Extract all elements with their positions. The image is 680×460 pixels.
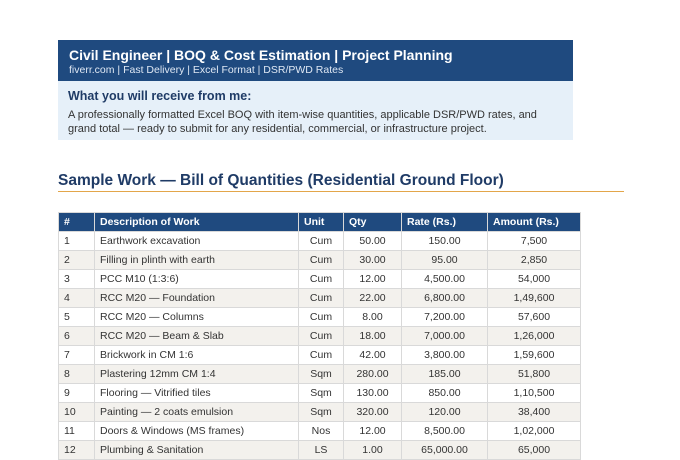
cell-rate: 150.00 [402, 232, 488, 251]
cell-unit: Sqm [299, 403, 344, 422]
cell-qty: 320.00 [344, 403, 402, 422]
table-row [59, 251, 581, 270]
cell-unit: Cum [299, 346, 344, 365]
cell-qty: 8.00 [344, 308, 402, 327]
deliverables-text: A professionally formatted Excel BOQ with item-wise quantities, applicable DSR/PWD rates, and grand total — ready to submit for any residential, commercial, or infrastructure project. [68, 109, 537, 135]
table-row [59, 232, 581, 251]
cell-number: 2 [59, 251, 95, 270]
cell-unit: Cum [299, 289, 344, 308]
cell-unit: Cum [299, 308, 344, 327]
table-body [59, 232, 581, 460]
cell-unit: Sqm [299, 365, 344, 384]
cell-qty: 130.00 [344, 384, 402, 403]
cell-amount: 1,26,000 [488, 327, 581, 346]
table-row [59, 441, 581, 460]
cell-unit: Cum [299, 251, 344, 270]
cell-amount: 54,000 [488, 270, 581, 289]
cell-qty: 22.00 [344, 289, 402, 308]
cell-description: Filling in plinth with earth [95, 251, 299, 270]
table-row [59, 327, 581, 346]
cell-number: 1 [59, 232, 95, 251]
table-row [59, 384, 581, 403]
table-row [59, 270, 581, 289]
table-row [59, 308, 581, 327]
banner-subtitle: fiverr.com | Fast Delivery | Excel Format | DSR/PWD Rates [69, 64, 344, 76]
cell-unit: Cum [299, 270, 344, 289]
cell-rate: 7,000.00 [402, 327, 488, 346]
cell-unit: Nos [299, 422, 344, 441]
table-row [59, 422, 581, 441]
cell-qty: 50.00 [344, 232, 402, 251]
cell-unit: Cum [299, 232, 344, 251]
cell-rate: 185.00 [402, 365, 488, 384]
cell-description: PCC M10 (1:3:6) [95, 270, 299, 289]
cell-qty: 42.00 [344, 346, 402, 365]
cell-number: 6 [59, 327, 95, 346]
cell-rate: 6,800.00 [402, 289, 488, 308]
cell-qty: 1.00 [344, 441, 402, 460]
table-row [59, 365, 581, 384]
cell-amount: 1,10,500 [488, 384, 581, 403]
cell-amount: 51,800 [488, 365, 581, 384]
section-title: Sample Work — Bill of Quantities (Residential Ground Floor) [58, 172, 504, 189]
cell-unit: LS [299, 441, 344, 460]
col-header-description: Description of Work [95, 213, 299, 232]
cell-description: RCC M20 — Beam & Slab [95, 327, 299, 346]
table-row [59, 289, 581, 308]
table-row [59, 403, 581, 422]
cell-rate: 120.00 [402, 403, 488, 422]
cell-amount: 38,400 [488, 403, 581, 422]
cell-number: 10 [59, 403, 95, 422]
section-divider [58, 191, 624, 192]
header-banner [58, 40, 573, 81]
table-header-row [59, 213, 581, 232]
col-header-rate: Rate (Rs.) [402, 213, 488, 232]
col-header-unit: Unit [299, 213, 344, 232]
cell-rate: 4,500.00 [402, 270, 488, 289]
col-header-number: # [59, 213, 95, 232]
col-header-qty: Qty [344, 213, 402, 232]
cell-description: Painting — 2 coats emulsion [95, 403, 299, 422]
cell-number: 8 [59, 365, 95, 384]
cell-amount: 57,600 [488, 308, 581, 327]
boq-table [58, 212, 581, 460]
cell-number: 4 [59, 289, 95, 308]
cell-qty: 30.00 [344, 251, 402, 270]
cell-rate: 7,200.00 [402, 308, 488, 327]
cell-number: 7 [59, 346, 95, 365]
cell-description: Plastering 12mm CM 1:4 [95, 365, 299, 384]
cell-description: Flooring — Vitrified tiles [95, 384, 299, 403]
cell-amount: 1,49,600 [488, 289, 581, 308]
cell-number: 11 [59, 422, 95, 441]
cell-number: 3 [59, 270, 95, 289]
cell-rate: 95.00 [402, 251, 488, 270]
cell-qty: 18.00 [344, 327, 402, 346]
deliverables-heading: What you will receive from me: [68, 89, 252, 103]
cell-number: 5 [59, 308, 95, 327]
cell-description: RCC M20 — Columns [95, 308, 299, 327]
cell-amount: 7,500 [488, 232, 581, 251]
cell-amount: 65,000 [488, 441, 581, 460]
cell-description: Plumbing & Sanitation [95, 441, 299, 460]
cell-amount: 1,59,600 [488, 346, 581, 365]
cell-unit: Sqm [299, 384, 344, 403]
cell-number: 9 [59, 384, 95, 403]
cell-qty: 280.00 [344, 365, 402, 384]
cell-rate: 850.00 [402, 384, 488, 403]
banner-title: Civil Engineer | BOQ & Cost Estimation | Project Planning [69, 47, 453, 63]
cell-rate: 3,800.00 [402, 346, 488, 365]
cell-description: RCC M20 — Foundation [95, 289, 299, 308]
cell-number: 12 [59, 441, 95, 460]
cell-amount: 2,850 [488, 251, 581, 270]
col-header-amount: Amount (Rs.) [488, 213, 581, 232]
cell-amount: 1,02,000 [488, 422, 581, 441]
cell-unit: Cum [299, 327, 344, 346]
cell-rate: 65,000.00 [402, 441, 488, 460]
table-row [59, 346, 581, 365]
cell-qty: 12.00 [344, 422, 402, 441]
cell-rate: 8,500.00 [402, 422, 488, 441]
cell-qty: 12.00 [344, 270, 402, 289]
cell-description: Doors & Windows (MS frames) [95, 422, 299, 441]
cell-description: Brickwork in CM 1:6 [95, 346, 299, 365]
deliverables-box [58, 81, 573, 140]
cell-description: Earthwork excavation [95, 232, 299, 251]
